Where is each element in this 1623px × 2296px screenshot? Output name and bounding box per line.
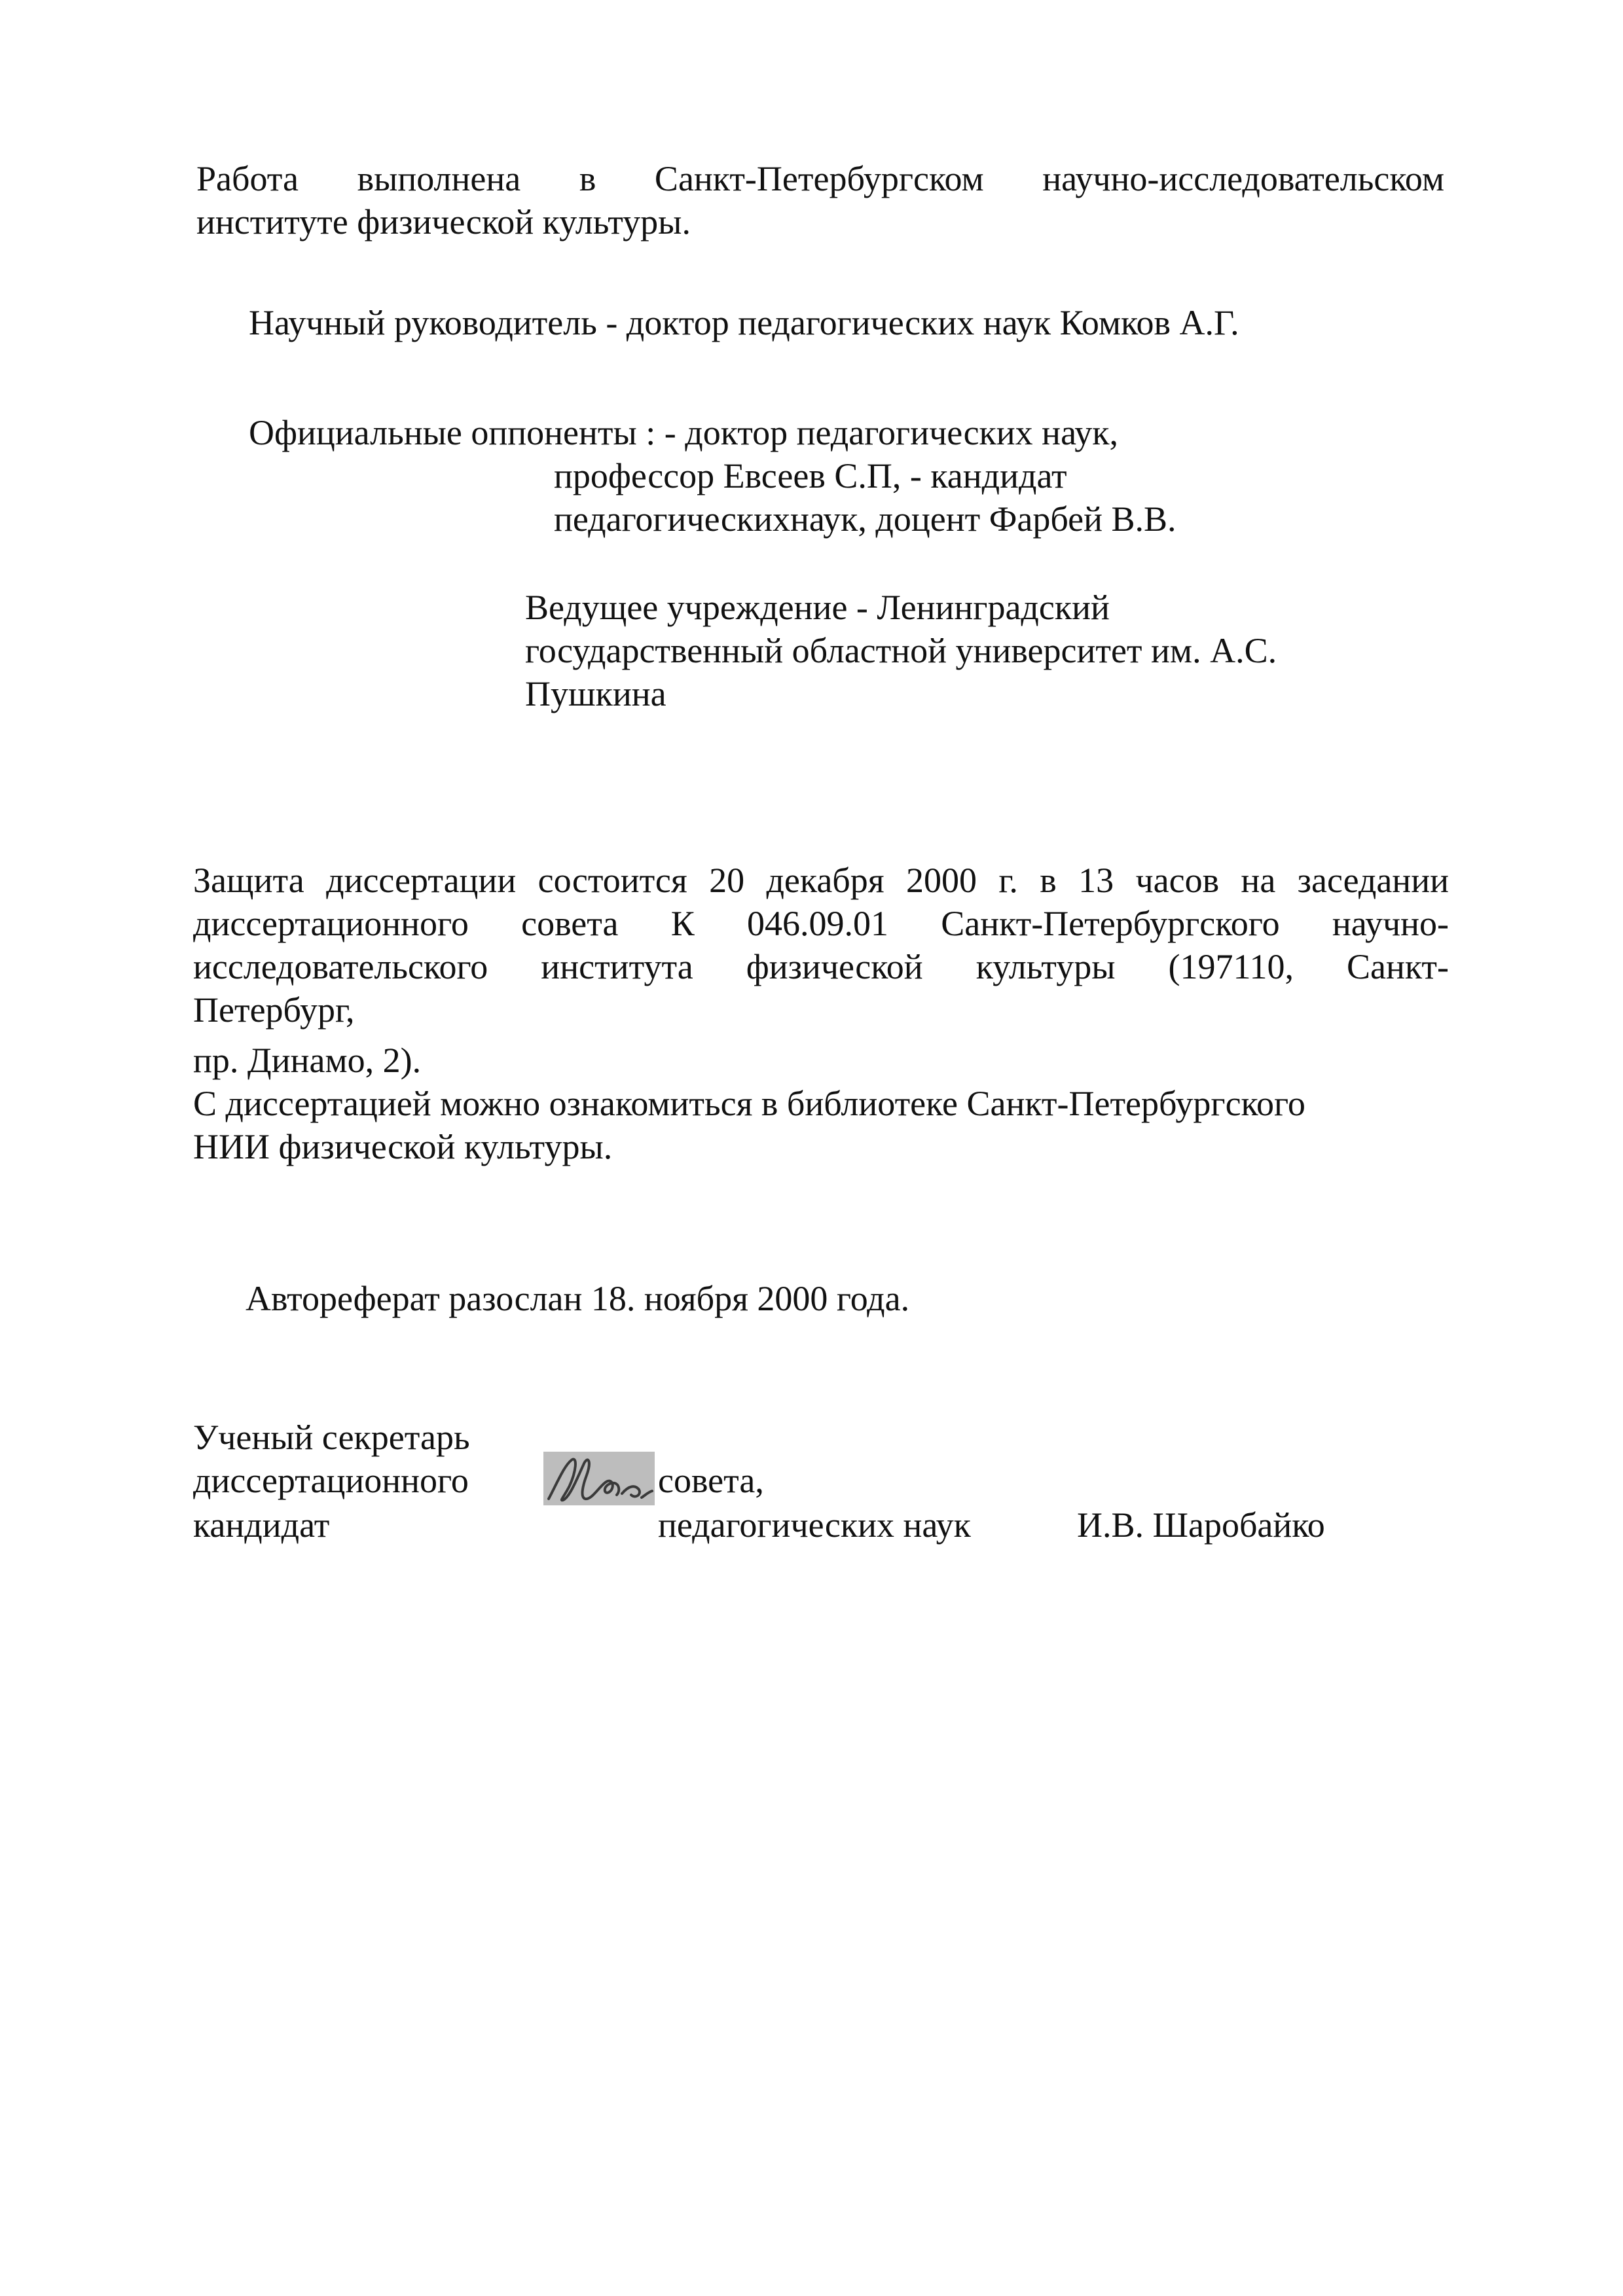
intro-line-2: институте физической культуры. <box>196 202 691 242</box>
opponents-line-3: педагогическихнаук, доцент Фарбей В.В. <box>554 499 1176 539</box>
opponents-line-2: профессор Евсеев С.П, - кандидат <box>554 456 1067 495</box>
leading-institution-paragraph <box>525 586 1442 715</box>
defense-line-3: исследовательского института физической культуры (197110, Санкт- <box>193 947 1449 986</box>
opponents-line-1: Официальные оппоненты : - доктор педагогических наук, <box>249 413 1119 452</box>
abstract-sent-paragraph <box>246 1277 1424 1320</box>
secretary-title: Ученый секретарь <box>193 1418 470 1457</box>
handwritten-signature-icon <box>543 1452 655 1505</box>
abstract-sent-text: Автореферат разослан 18. ноября 2000 года. <box>246 1279 910 1318</box>
address-line-2: С диссертацией можно ознакомиться в библиотеке Санкт-Петербургского <box>193 1084 1305 1123</box>
leading-line-2: государственный областной университет им. А.С. <box>525 631 1277 670</box>
council-label-left: диссертационного <box>193 1461 469 1500</box>
leading-line-1: Ведущее учреждение - Ленинградский <box>525 588 1110 627</box>
degree-label-left: кандидат <box>193 1505 330 1545</box>
opponents-paragraph <box>249 411 1427 541</box>
defense-line-1: Защита диссертации состоится 20 декабря 2000 г. в 13 часов на заседании <box>193 861 1449 900</box>
council-label-right: совета, <box>658 1461 764 1500</box>
advisor-paragraph <box>249 301 1427 344</box>
intro-paragraph <box>196 157 1444 243</box>
address-line-3: НИИ физической культуры. <box>193 1127 613 1166</box>
intro-line-1: Работа выполнена в Санкт-Петербургском научно-исследовательском <box>196 159 1444 198</box>
address-paragraph <box>193 1039 1449 1168</box>
defense-line-2: диссертационного совета К 046.09.01 Санкт-Петербургского научно- <box>193 904 1449 943</box>
degree-label-middle: педагогических наук <box>658 1505 971 1545</box>
signature-block <box>193 1416 1437 1547</box>
advisor-text: Научный руководитель - доктор педагогических наук Комков А.Г. <box>249 303 1239 342</box>
address-line-1: пр. Динамо, 2). <box>193 1041 422 1080</box>
defense-line-4: Петербург, <box>193 990 355 1030</box>
defense-paragraph <box>193 859 1449 1031</box>
secretary-name: И.В. Шаробайко <box>1077 1505 1325 1545</box>
leading-line-3: Пушкина <box>525 674 666 713</box>
